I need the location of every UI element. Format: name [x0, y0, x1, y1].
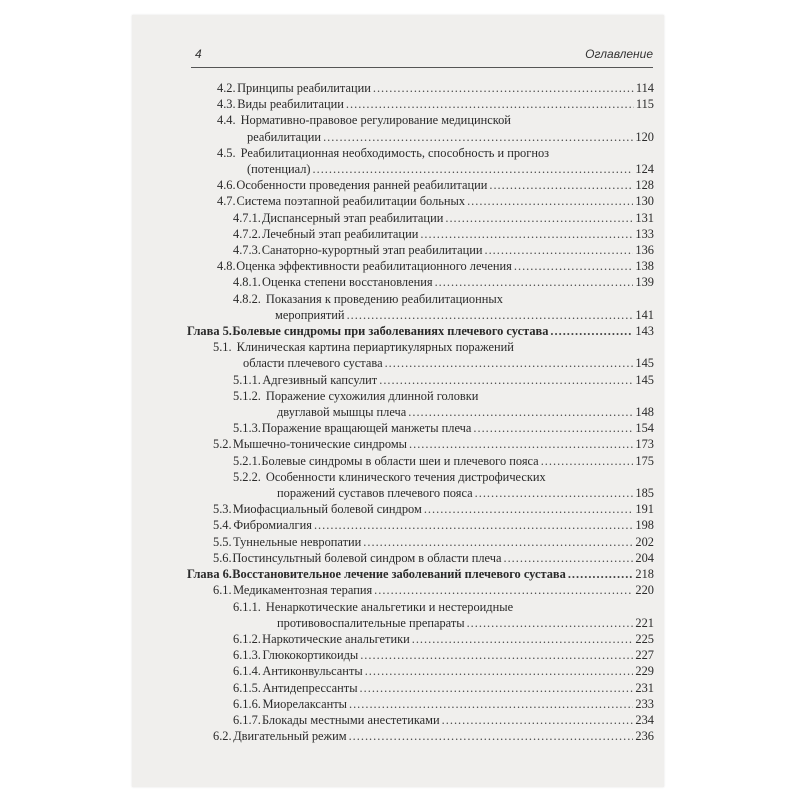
- toc-entry-title: реабилитации: [247, 129, 322, 144]
- toc-entry-title: мероприятий: [275, 307, 345, 322]
- toc-entry-title: Туннельные невропатии: [233, 534, 362, 549]
- dot-leader: [408, 404, 633, 420]
- toc-entry-title: Лечебный этап реабилитации: [262, 226, 419, 241]
- toc-entry: [187, 420, 654, 436]
- toc-entry: [187, 258, 654, 274]
- toc-entry-page: 234: [635, 712, 654, 727]
- toc-entry-title: Принципы реабилитации: [237, 81, 371, 95]
- toc-entry-number: 5.1.3.: [233, 421, 261, 436]
- toc-entry: [187, 372, 654, 388]
- toc-entry: [187, 112, 654, 144]
- toc-entry: [187, 631, 654, 647]
- toc-entry: [187, 550, 654, 566]
- page-number: 4: [195, 47, 202, 61]
- dot-leader: [313, 161, 634, 177]
- toc-entry-number: 5.6.: [213, 550, 232, 565]
- dot-leader: [346, 96, 634, 112]
- toc-entry-title: Показания к проведению реабилитационных: [265, 291, 503, 306]
- toc-entry-page: 115: [635, 97, 654, 112]
- dot-leader: [420, 226, 633, 242]
- toc-entry-page: 175: [635, 453, 654, 468]
- toc-entry-page: 120: [635, 129, 654, 144]
- toc-entry-title: Медикаментозная терапия: [233, 583, 373, 598]
- toc-entry: [187, 469, 654, 501]
- toc-entry-number: 4.7.1.: [233, 210, 261, 225]
- toc-entry-title: Болевые синдромы при заболеваниях плечевого сустава: [232, 324, 549, 339]
- toc-entry-page: 148: [635, 405, 654, 420]
- toc-entry-title: Диспансерный этап реабилитации: [261, 210, 444, 225]
- toc-entry: [187, 582, 654, 598]
- toc-entry-title: Особенности проведения ранней реабилитации: [236, 178, 488, 193]
- toc-entry: [187, 680, 654, 696]
- toc-entry: [187, 145, 654, 177]
- toc-entry-number: 6.1.3.: [233, 648, 261, 663]
- toc-entry-number: 5.3.: [213, 502, 232, 517]
- toc-chapter-entry: [187, 323, 654, 339]
- dot-leader: [314, 517, 633, 533]
- toc-entry: [187, 663, 654, 679]
- toc-entry-number: 4.8.2.: [233, 291, 261, 306]
- toc-entry-number: 5.2.2.: [233, 469, 261, 484]
- toc-entry-title: Постинсультный болевой синдром в области плеча: [232, 550, 502, 565]
- toc-entry-title: Миофасциальный болевой синдром: [232, 502, 422, 517]
- toc-entry-title: Двигательный режим: [233, 729, 347, 744]
- toc-entry-title: Антиконвульсанты: [262, 664, 363, 679]
- dot-leader: [347, 307, 634, 323]
- dot-leader: [323, 129, 633, 145]
- toc-entry-number: 5.2.: [213, 437, 232, 452]
- toc-entry-number: 5.1.1.: [233, 372, 261, 387]
- dot-leader: [360, 647, 633, 663]
- toc-entry-title: Глюкокортикоиды: [262, 648, 359, 663]
- toc-entry: [187, 96, 654, 112]
- toc-entry-page: 114: [635, 81, 654, 95]
- toc-entry-title: Болевые синдромы в области шеи и плечевого пояса: [261, 453, 539, 468]
- toc-entry-number: Глава 6.: [187, 567, 232, 582]
- dot-leader: [385, 355, 634, 371]
- dot-leader: [473, 420, 633, 436]
- toc-entry-title: Поражение вращающей манжеты плеча: [261, 421, 472, 436]
- dot-leader: [475, 485, 634, 501]
- dot-leader: [412, 631, 634, 647]
- toc-entry: [187, 177, 654, 193]
- dot-leader: [373, 80, 634, 96]
- toc-entry-title: Фибромиалгия: [233, 518, 312, 533]
- dot-leader: [568, 566, 634, 582]
- toc-entry-number: 4.5.: [217, 145, 236, 160]
- toc-chapter-entry: [187, 566, 654, 582]
- toc-entry-page: 229: [635, 664, 654, 679]
- toc-entry-number: 4.6.: [217, 178, 236, 193]
- toc-entry-page: 220: [635, 583, 654, 598]
- toc-entry-title: Нормативно-правовое регулирование медицинской: [240, 113, 511, 128]
- toc-entry-title: Антидепрессанты: [262, 680, 358, 695]
- dot-leader: [435, 274, 634, 290]
- toc-entry-number: 6.1.7.: [233, 712, 261, 727]
- toc-entry-number: 4.4.: [217, 113, 236, 128]
- toc-entry-page: 227: [635, 648, 654, 663]
- toc-entry-page: 185: [635, 486, 654, 501]
- toc-entry-page: 138: [635, 259, 654, 274]
- toc-entry: [187, 339, 654, 371]
- toc-entry-number: 5.5.: [213, 534, 232, 549]
- toc-entry-number: Глава 5.: [187, 324, 232, 339]
- toc-entry-page: 225: [635, 631, 654, 646]
- toc-entry: [187, 712, 654, 728]
- dot-leader: [484, 242, 633, 258]
- running-header-title: Оглавление: [585, 47, 653, 61]
- toc-entry-page: 221: [635, 615, 654, 630]
- toc-entry-number: 6.1.4.: [233, 664, 261, 679]
- toc-entry-title: Клиническая картина периартикулярных поражений: [236, 340, 514, 355]
- toc-entry: [187, 210, 654, 226]
- toc-entry-title: Наркотические анальгетики: [262, 631, 410, 646]
- toc-entry-page: 131: [635, 210, 654, 225]
- toc-entry-page: 128: [635, 178, 654, 193]
- dot-leader: [409, 436, 633, 452]
- toc-entry-number: 4.7.: [217, 194, 236, 209]
- toc-entry-page: 130: [635, 194, 654, 209]
- toc-entry-number: 4.8.1.: [233, 275, 261, 290]
- toc-entry-number: 4.7.3.: [233, 243, 261, 258]
- toc-entry-number: 4.7.2.: [233, 226, 261, 241]
- toc-entry-title: Особенности клинического течения дистрофических: [265, 469, 546, 484]
- toc-entry-title: области плечевого сустава: [243, 356, 383, 371]
- dot-leader: [349, 696, 633, 712]
- toc-entry-page: 124: [635, 162, 654, 177]
- toc-entry-number: 6.1.: [213, 583, 232, 598]
- header-rule: [191, 67, 653, 68]
- toc-entry-page: 236: [635, 729, 654, 744]
- toc-entry-page: 218: [635, 567, 654, 582]
- toc-entry-page: 145: [635, 356, 654, 371]
- toc-entry-title: Восстановительное лечение заболеваний плечевого сустава: [232, 567, 566, 582]
- toc-entry-title: Адгезивный капсулит: [262, 372, 378, 387]
- toc-entry: [187, 388, 654, 420]
- dot-leader: [489, 177, 633, 193]
- toc-entry-number: 6.1.1.: [233, 599, 261, 614]
- toc-entry: [187, 436, 654, 452]
- toc-entry-page: 154: [635, 421, 654, 436]
- toc-entry: [187, 453, 654, 469]
- toc-entry-page: 233: [635, 696, 654, 711]
- dot-leader: [424, 501, 634, 517]
- toc-entry-title: Санаторно-курортный этап реабилитации: [261, 243, 483, 258]
- toc-entry-page: 191: [635, 502, 654, 517]
- toc-entry-number: 5.1.: [213, 340, 232, 355]
- dot-leader: [445, 210, 633, 226]
- toc-entry-number: 6.1.5.: [233, 680, 261, 695]
- toc-entry-title: (потенциал): [247, 162, 311, 177]
- toc-entry-title: Блокады местными анестетиками: [261, 712, 440, 727]
- toc-entry-page: 136: [635, 243, 654, 258]
- toc-entry: [187, 696, 654, 712]
- toc-entry-title: Ненаркотические анальгетики и нестероидные: [265, 599, 514, 614]
- toc-entry-number: 5.1.2.: [233, 388, 261, 403]
- toc-entry-title: Виды реабилитации: [237, 97, 344, 112]
- dot-leader: [442, 712, 634, 728]
- toc-entry-page: 173: [635, 437, 654, 452]
- toc-entry: [187, 728, 654, 744]
- toc-entry-title: Поражение сухожилия длинной головки: [265, 388, 479, 403]
- dot-leader: [374, 582, 633, 598]
- toc-entry-title: Оценка эффективности реабилитационного лечения: [236, 259, 512, 274]
- toc-entry-number: 6.1.2.: [233, 631, 261, 646]
- toc-entry-title: Реабилитационная необходимость, способность и прогноз: [240, 145, 550, 160]
- dot-leader: [514, 258, 634, 274]
- toc-entry: [187, 501, 654, 517]
- dot-leader: [349, 728, 634, 744]
- toc-entry: [187, 80, 654, 96]
- toc-entry: [187, 599, 654, 631]
- toc-entry-page: 133: [635, 226, 654, 241]
- toc-entry-number: 4.3.: [217, 97, 236, 112]
- dot-leader: [360, 680, 634, 696]
- toc-entry-page: 202: [635, 534, 654, 549]
- toc-entry-number: 4.2.: [217, 81, 236, 95]
- toc-entry-title: двуглавой мышцы плеча: [277, 405, 407, 420]
- toc-entry: [187, 291, 654, 323]
- toc-entry-number: 5.4.: [213, 518, 232, 533]
- dot-leader: [550, 323, 633, 339]
- dot-leader: [467, 193, 633, 209]
- dot-leader: [365, 663, 634, 679]
- toc-entry: [187, 517, 654, 533]
- toc-entry: [187, 226, 654, 242]
- toc-entry-title: Система поэтапной реабилитации больных: [236, 194, 466, 209]
- dot-leader: [363, 534, 633, 550]
- toc-entry-title: Мышечно-тонические синдромы: [232, 437, 407, 452]
- toc-entry: [187, 274, 654, 290]
- toc-entry-page: 139: [635, 275, 654, 290]
- toc-entry-title: противовоспалительные препараты: [277, 615, 465, 630]
- toc-entry-number: 6.2.: [213, 729, 232, 744]
- toc-entry: [187, 242, 654, 258]
- toc-entry-page: 198: [635, 518, 654, 533]
- dot-leader: [541, 453, 634, 469]
- toc-entry-title: поражений суставов плечевого пояса: [277, 486, 473, 501]
- toc-entry-title: Миорелаксанты: [262, 696, 347, 711]
- dot-leader: [379, 372, 633, 388]
- toc-entry-page: 231: [635, 680, 654, 695]
- dot-leader: [467, 615, 634, 631]
- toc-entry-page: 204: [635, 550, 654, 565]
- toc-entry-number: 5.2.1.: [233, 453, 261, 468]
- toc-entry-number: 6.1.6.: [233, 696, 261, 711]
- toc-entry: [187, 193, 654, 209]
- table-of-contents: [187, 80, 654, 744]
- toc-entry-number: 4.8.: [217, 259, 236, 274]
- toc-entry-page: 141: [635, 307, 654, 322]
- toc-entry-page: 145: [635, 372, 654, 387]
- toc-entry: [187, 647, 654, 663]
- toc-entry-title: Оценка степени восстановления: [262, 275, 433, 290]
- toc-entry: [187, 534, 654, 550]
- dot-leader: [503, 550, 633, 566]
- toc-entry-page: 143: [635, 324, 654, 339]
